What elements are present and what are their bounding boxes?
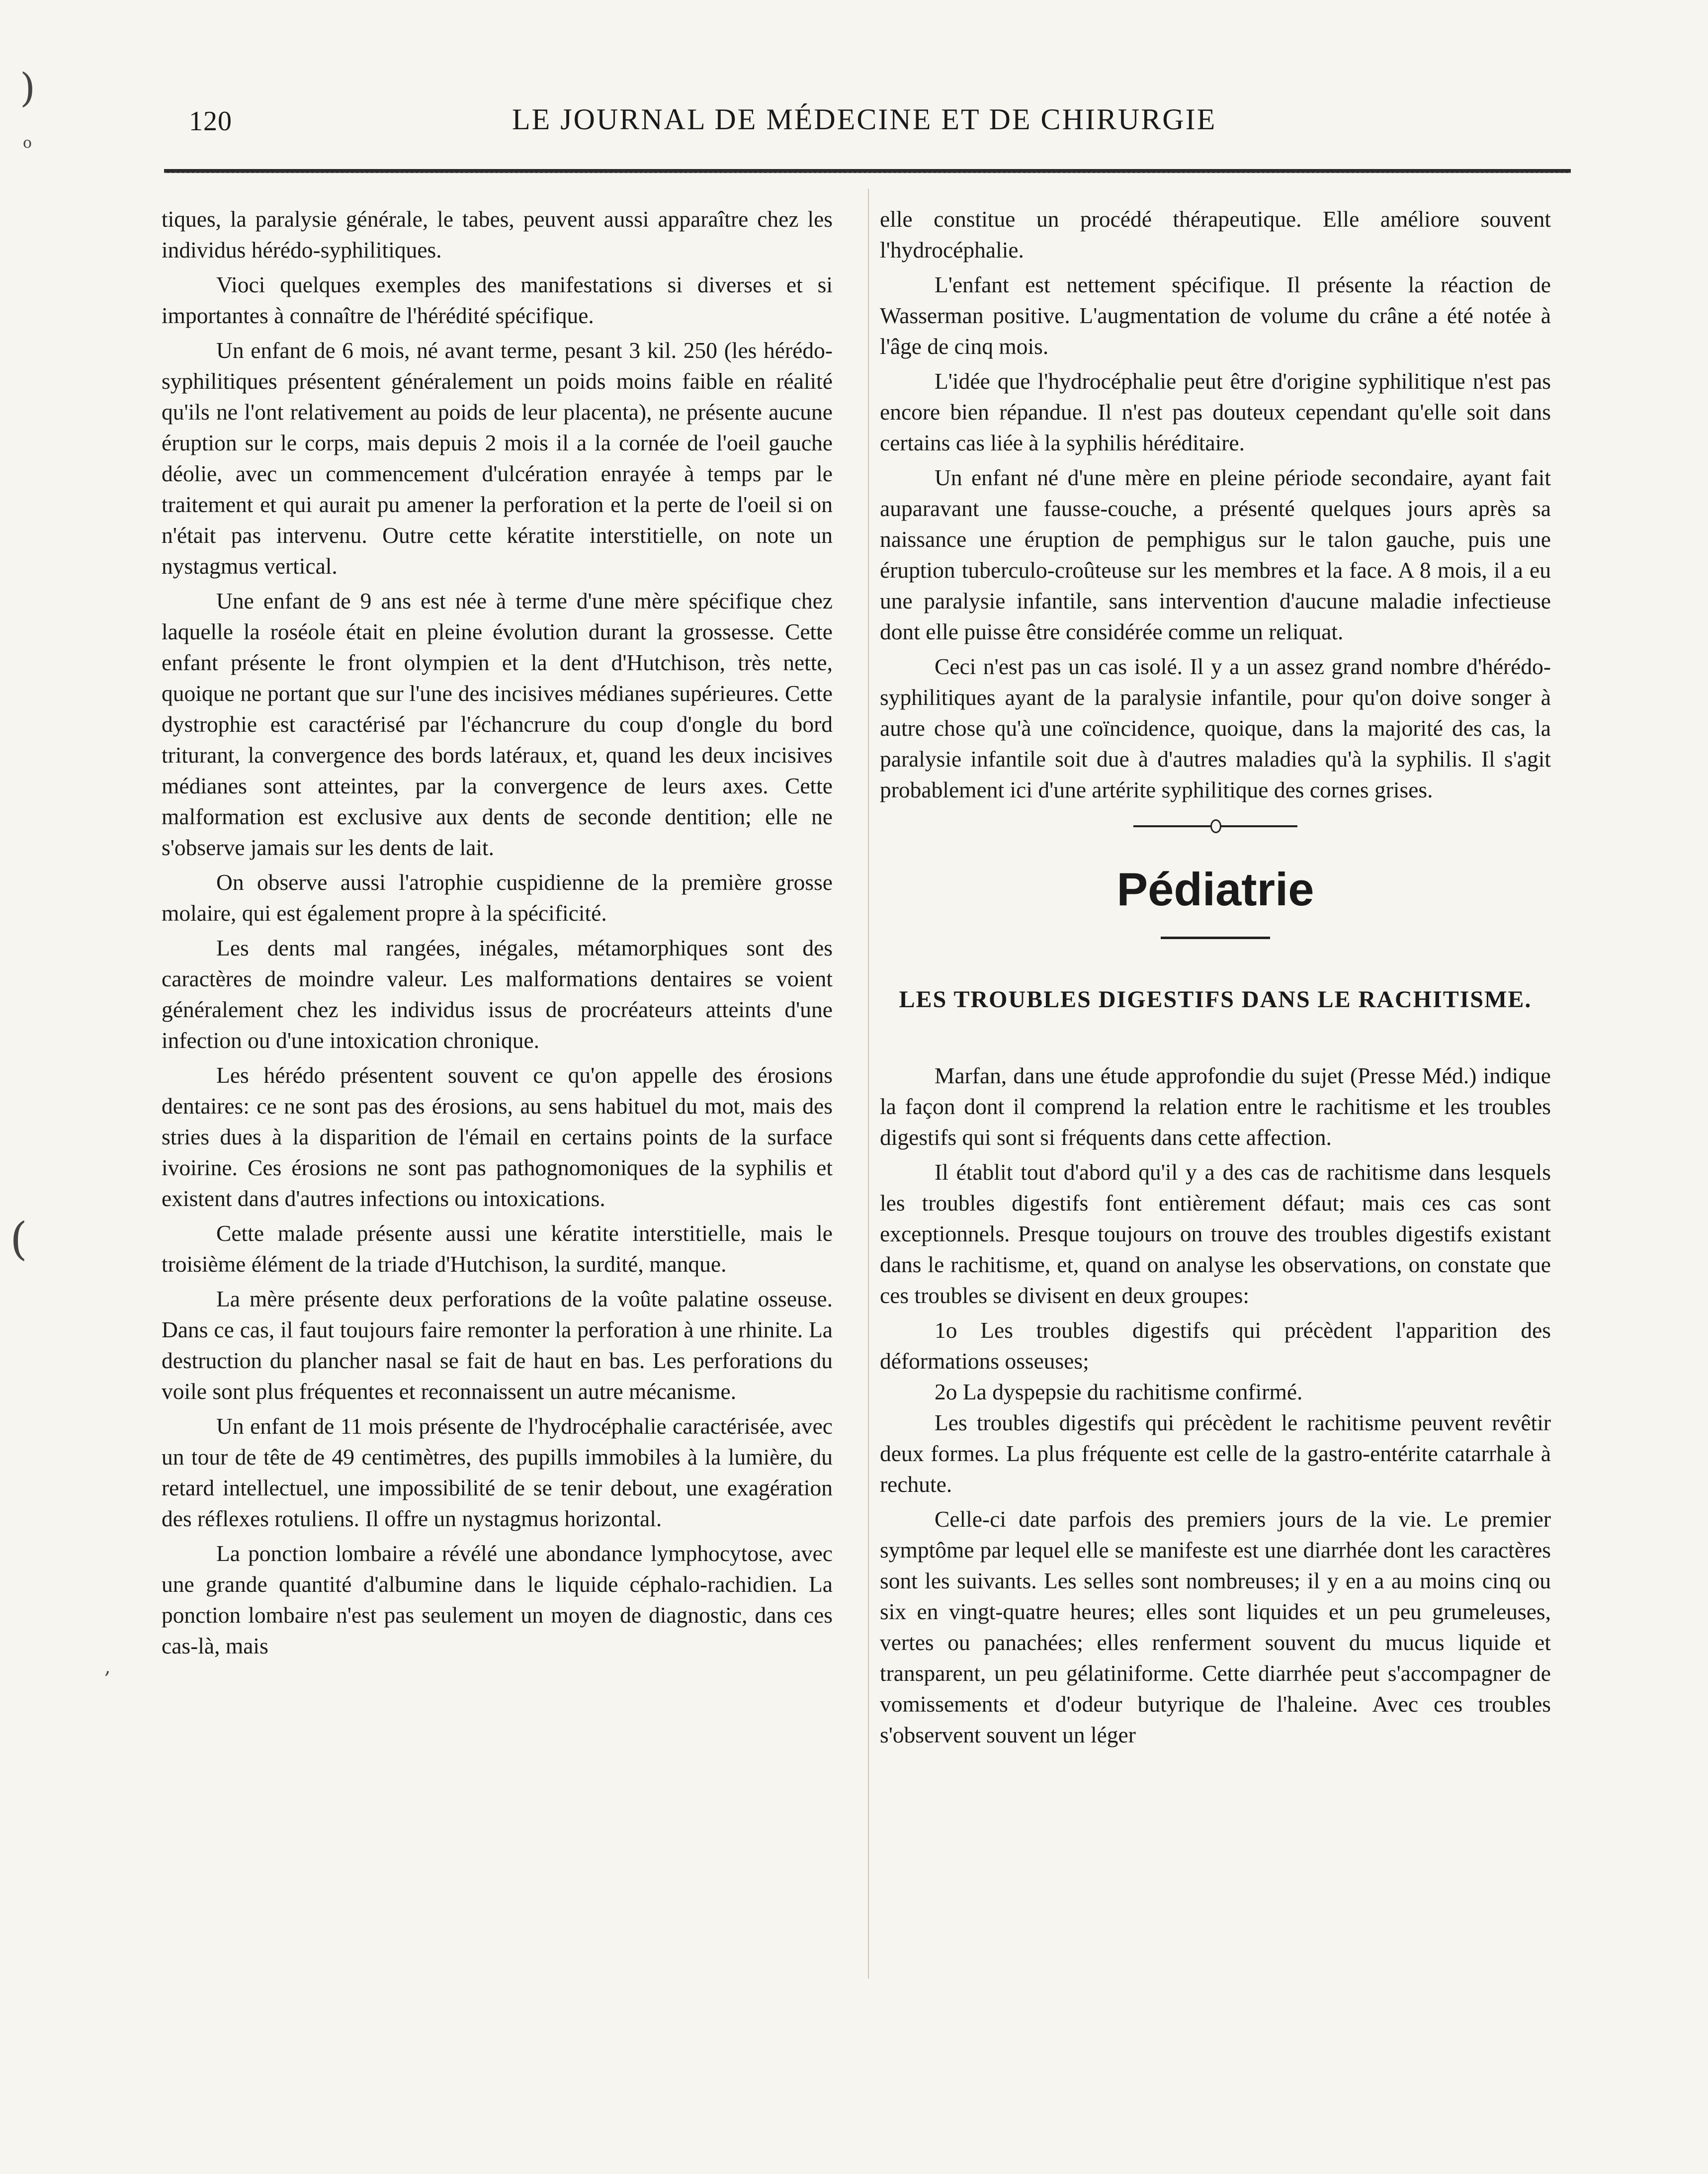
paragraph: La ponction lombaire a révélé une abondance lymphocytose, avec une grande quantité d'albumine dans le liquide céphalo-rachidien. La ponction lombaire n'est pas seulement un moyen de diagnostic, dans ces cas-là, mais	[162, 1541, 833, 1658]
header-rule	[164, 169, 1571, 173]
paragraph: L'idée que l'hydrocéphalie peut être d'origine syphilitique n'est pas encore bien répandue. Il n'est pas douteux cependant qu'elle soit dans certains cas liée à la syphilis héréditaire.	[880, 368, 1551, 455]
section-separator	[1133, 825, 1297, 827]
paragraph: On observe aussi l'atrophie cuspidienne de la première grosse molaire, qui est également propre à la spécificité.	[162, 870, 833, 926]
paragraph: elle constitue un procédé thérapeutique. Elle améliore souvent l'hydrocéphalie.	[880, 206, 1551, 262]
scan-mark: )	[20, 65, 36, 111]
paragraph: Les troubles digestifs qui précèdent le rachitisme peuvent revêtir deux formes. La plus fréquente est celle de la gastro-entérite catarrhale à rechute.	[880, 1410, 1551, 1497]
paragraph: Ceci n'est pas un cas isolé. Il y a un assez grand nombre d'hérédo-syphilitiques ayant de la paralysie infantile, pour qu'on doive songer à autre chose qu'à une coïncidence, quoique, dans la majorité des cas, la paralysie infantile soit due à d'autres maladies qu'à la syphilis. Il s'agit probablement ici d'une artérite syphilitique des cornes grises.	[880, 654, 1551, 802]
paragraph: Une enfant de 9 ans est née à terme d'une mère spécifique chez laquelle la roséole était en pleine évolution durant la grossesse. Cette enfant présente le front olympien et la dent d'Hutchison, très nette, quoique ne portant que sur l'une des incisives médianes supérieures. Cette dystrophie est caractérisé par l'échancrure du coup d'ongle du bord triturant, la convergence des bords latéraux, et, quand les deux incisives médianes sont atteintes, par la convergence de leurs axes. Cette malformation est exclusive aux dents de seconde dentition; elle ne s'observe jamais sur les dents de lait.	[162, 588, 833, 860]
paragraph: Un enfant né d'une mère en pleine période secondaire, ayant fait auparavant une fausse-couche, a présenté quelques jours après sa naissance une éruption de pemphigus sur le talon gauche, puis une éruption tuberculo-croûteuse sur les membres et la face. A 8 mois, il a eu une paralysie infantile, sans intervention d'aucune maladie infectieuse dont elle puisse être considérée comme un reliquat.	[880, 465, 1551, 644]
paragraph: Celle-ci date parfois des premiers jours de la vie. Le premier symptôme par lequel elle se manifeste est une diarrhée dont les caractères sont les suivants. Les selles sont nombreuses; il y en a au moins cinq ou six en vingt-quatre heures; elles sont liquides et un peu grumeleuses, vertes ou panachées; elles renferment souvent du mucus liquide et transparent, un peu gélatiniforme. Cette diarrhée peut s'accompagner de vomissements et d'odeur butyrique de l'haleine. Avec ces troubles s'observent souvent un léger	[880, 1506, 1551, 1747]
list-item: 2o La dyspepsie du rachitisme confirmé.	[935, 1379, 1303, 1404]
left-column	[162, 204, 833, 1665]
paragraph: Cette malade présente aussi une kératite interstitielle, mais le troisième élément de la triade d'Hutchison, la surdité, manque.	[162, 1220, 833, 1277]
article-title: LES TROUBLES DIGESTIFS DANS LE RACHITISME.	[899, 986, 1532, 1013]
paragraph: tiques, la paralysie générale, le tabes, peuvent aussi apparaître chez les individus hérédo-syphilitiques.	[162, 206, 833, 262]
scan-mark: (	[10, 1213, 28, 1265]
paragraph: L'enfant est nettement spécifique. Il présente la réaction de Wasserman positive. L'augmentation de volume du crâne a été notée à l'âge de cinq mois.	[880, 272, 1551, 359]
paragraph: Les hérédo présentent souvent ce qu'on appelle des érosions dentaires: ce ne sont pas des érosions, au sens habituel du mot, mais des stries dues à la disparition de l'émail en certains points de la surface ivoirine. Ces érosions ne sont pas pathognomoniques de la syphilis et existent dans d'autres infections ou intoxications.	[162, 1062, 833, 1211]
column-divider	[868, 189, 869, 1979]
separator-ornament	[1210, 819, 1221, 833]
title-underline	[1161, 937, 1270, 939]
paragraph: Il établit tout d'abord qu'il y a des cas de rachitisme dans lesquels les troubles digestifs font entièrement défaut; mais ces cas sont exceptionnels. Presque toujours on trouve des troubles digestifs existant dans le rachitisme, et, quand on analyse les observations, on constate que ces troubles se divisent en deux groupes:	[880, 1159, 1551, 1308]
paragraph: Un enfant de 6 mois, né avant terme, pesant 3 kil. 250 (les hérédo-syphilitiques présentent généralement un poids moins faible en réalité qu'ils ne l'ont relativement au poids de leur placenta), ne présente aucune éruption sur le corps, mais depuis 2 mois il a la cornée de l'oeil gauche déolie, avec un commencement d'ulcération enrayée à temps par le traitement et qui aurait pu amener la perforation et la perte de l'oeil si on n'était pas intervenu. Outre cette kératite interstitielle, on note un nystagmus vertical.	[162, 338, 833, 579]
scan-mark: ,	[104, 1655, 111, 1678]
paragraph: Marfan, dans une étude approfondie du sujet (Presse Méd.) indique la façon dont il comprend la relation entre le rachitisme et les troubles digestifs qui sont si fréquents dans cette affection.	[880, 1063, 1551, 1150]
page-number: 120	[189, 106, 232, 137]
section-title: Pédiatrie	[1116, 863, 1314, 915]
paragraph: La mère présente deux perforations de la voûte palatine osseuse. Dans ce cas, il faut toujours faire remonter la perforation à une rhinite. La destruction du plancher nasal se fait de haut en bas. Les perforations du voile sont plus fréquentes et reconnaissent un autre mécanisme.	[162, 1286, 833, 1404]
paragraph: Vioci quelques exemples des manifestations si diverses et si importantes à connaître de l'hérédité spécifique.	[162, 272, 833, 328]
running-head: LE JOURNAL DE MÉDECINE ET DE CHIRURGIE	[512, 103, 1217, 136]
paragraph: Un enfant de 11 mois présente de l'hydrocéphalie caractérisée, avec un tour de tête de 49 centimètres, des pupills immobiles à la lumière, du retard intellectuel, une impossibilité de se tenir debout, une exagération des réflexes rotuliens. Il offre un nystagmus horizontal.	[162, 1413, 833, 1531]
list-item: 1o Les troubles digestifs qui précèdent l'apparition des déformations osseuses;	[880, 1317, 1551, 1374]
scan-mark: o	[23, 134, 32, 152]
right-column	[880, 204, 1551, 1754]
paragraph: Les dents mal rangées, inégales, métamorphiques sont des caractères de moindre valeur. Les malformations dentaires se voient généralement chez les individus issus de procréateurs atteints d'une infection ou d'une intoxication chronique.	[162, 935, 833, 1053]
